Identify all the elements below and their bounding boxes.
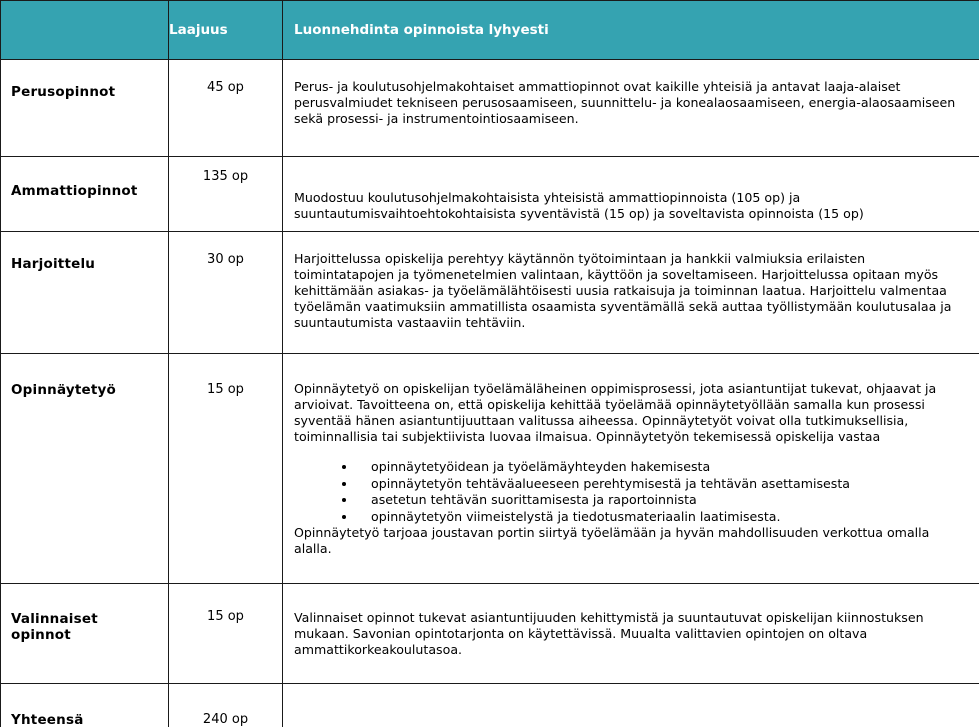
description-paragraph: Opinnäytetyö tarjoaa joustavan portin siirtyä työelämään ja hyvän mahdollisuuden verkottua omalla alalla.	[294, 525, 930, 556]
table-header-row	[1, 1, 979, 60]
course-label: Harjoittelu	[1, 232, 169, 354]
bullet-item: • opinnäytetyöidean ja työelämäyhteyden hakemisesta	[357, 459, 965, 476]
table-row	[1, 584, 979, 684]
course-label: Yhteensä	[1, 684, 169, 727]
description-paragraph: Harjoittelussa opiskelija perehtyy käytännön työtoimintaan ja hankkii valmiuksia erilaisten toimintatapojen ja työmenetelmien valintaan, käyttöön ja soveltamiseen. Harjoittelussa opitaan myös kehittämään asiakas- ja työelämälähtöisesti uusia ratkaisuja ja toiminnan laatua. Harjoittelu valmentaa työelämän vaatimuksiin ammatillista osaamista syventämällä sekä auttaa työllistymään koulutusalaa ja suuntautumista vastaaviin tehtäviin.	[294, 251, 952, 330]
course-label: Perusopinnot	[1, 60, 169, 157]
description-paragraph: Valinnaiset opinnot tukevat asiantuntijuuden kehittymistä ja suuntautuvat opiskelijan kiinnostuksen mukaan. Savonian opintotarjonta on käytettävissä. Muualta valittavien opintojen on oltava ammattikorkeakoulutasoa.	[294, 610, 924, 657]
bullet-item: • opinnäytetyön viimeistelystä ja tiedotusmateriaalin laatimisesta.	[357, 509, 965, 526]
course-credits: 135 op	[169, 157, 283, 232]
table-row	[1, 354, 979, 584]
bullet-item: • asetetun tehtävän suorittamisesta ja raportoinnista	[357, 492, 965, 509]
table-row	[1, 232, 979, 354]
course-description	[283, 354, 979, 584]
course-label: Opinnäytetyö	[1, 354, 169, 584]
course-description	[283, 232, 979, 354]
course-label: Ammattiopinnot	[1, 157, 169, 232]
description-paragraph: Opinnäytetyö on opiskelijan työelämäläheinen oppimisprosessi, jota asiantuntijat tukevat, ohjaavat ja arvioivat. Tavoitteena on, että opiskelija kehittää työelämää opinnäytetyöllään samalla kun prosessi syventää hänen asiantuntijuuttaan valitussa aiheessa. Opinnäytetyöt voivat olla tutkimuksellisia, toiminnallisia tai subjektiivista luovaa ilmaisua. Opinnäytetyön tekemisessä opiskelija vastaa	[294, 381, 937, 444]
course-credits: 45 op	[169, 60, 283, 157]
course-description	[283, 584, 979, 684]
header-label-cell	[1, 1, 169, 60]
table-row	[1, 684, 979, 727]
description-paragraph: Muodostuu koulutusohjelmakohtaisista yhteisistä ammattiopinnoista (105 op) ja suuntautumisvaihtoehtokohtaisista syventävistä (15 op) ja soveltavista opinnoista (15 op)	[294, 190, 864, 221]
description-paragraph: Perus- ja koulutusohjelmakohtaiset ammattiopinnot ovat kaikille yhteisiä ja antavat laaja-alaiset perusvalmiudet tekniseen perusosaamiseen, suunnittelu- ja konealaosaamiseen, energia-alaosaamiseen sekä prosessi- ja instrumentointiosaamiseen.	[294, 79, 956, 126]
course-description	[283, 157, 979, 232]
header-credits-cell: Laajuus	[169, 1, 283, 60]
header-description-cell: Luonnehdinta opinnoista lyhyesti	[283, 1, 979, 60]
course-credits: 15 op	[169, 584, 283, 684]
course-credits: 30 op	[169, 232, 283, 354]
description-bullet-list	[294, 459, 965, 525]
table-row	[1, 157, 979, 232]
course-credits: 15 op	[169, 354, 283, 584]
course-description	[283, 684, 979, 727]
table-row	[1, 60, 979, 157]
course-label: Valinnaiset opinnot	[1, 584, 169, 684]
course-credits: 240 op	[169, 684, 283, 727]
course-description	[283, 60, 979, 157]
bullet-item: • opinnäytetyön tehtäväalueeseen perehtymisestä ja tehtävän asettamisesta	[357, 476, 965, 493]
